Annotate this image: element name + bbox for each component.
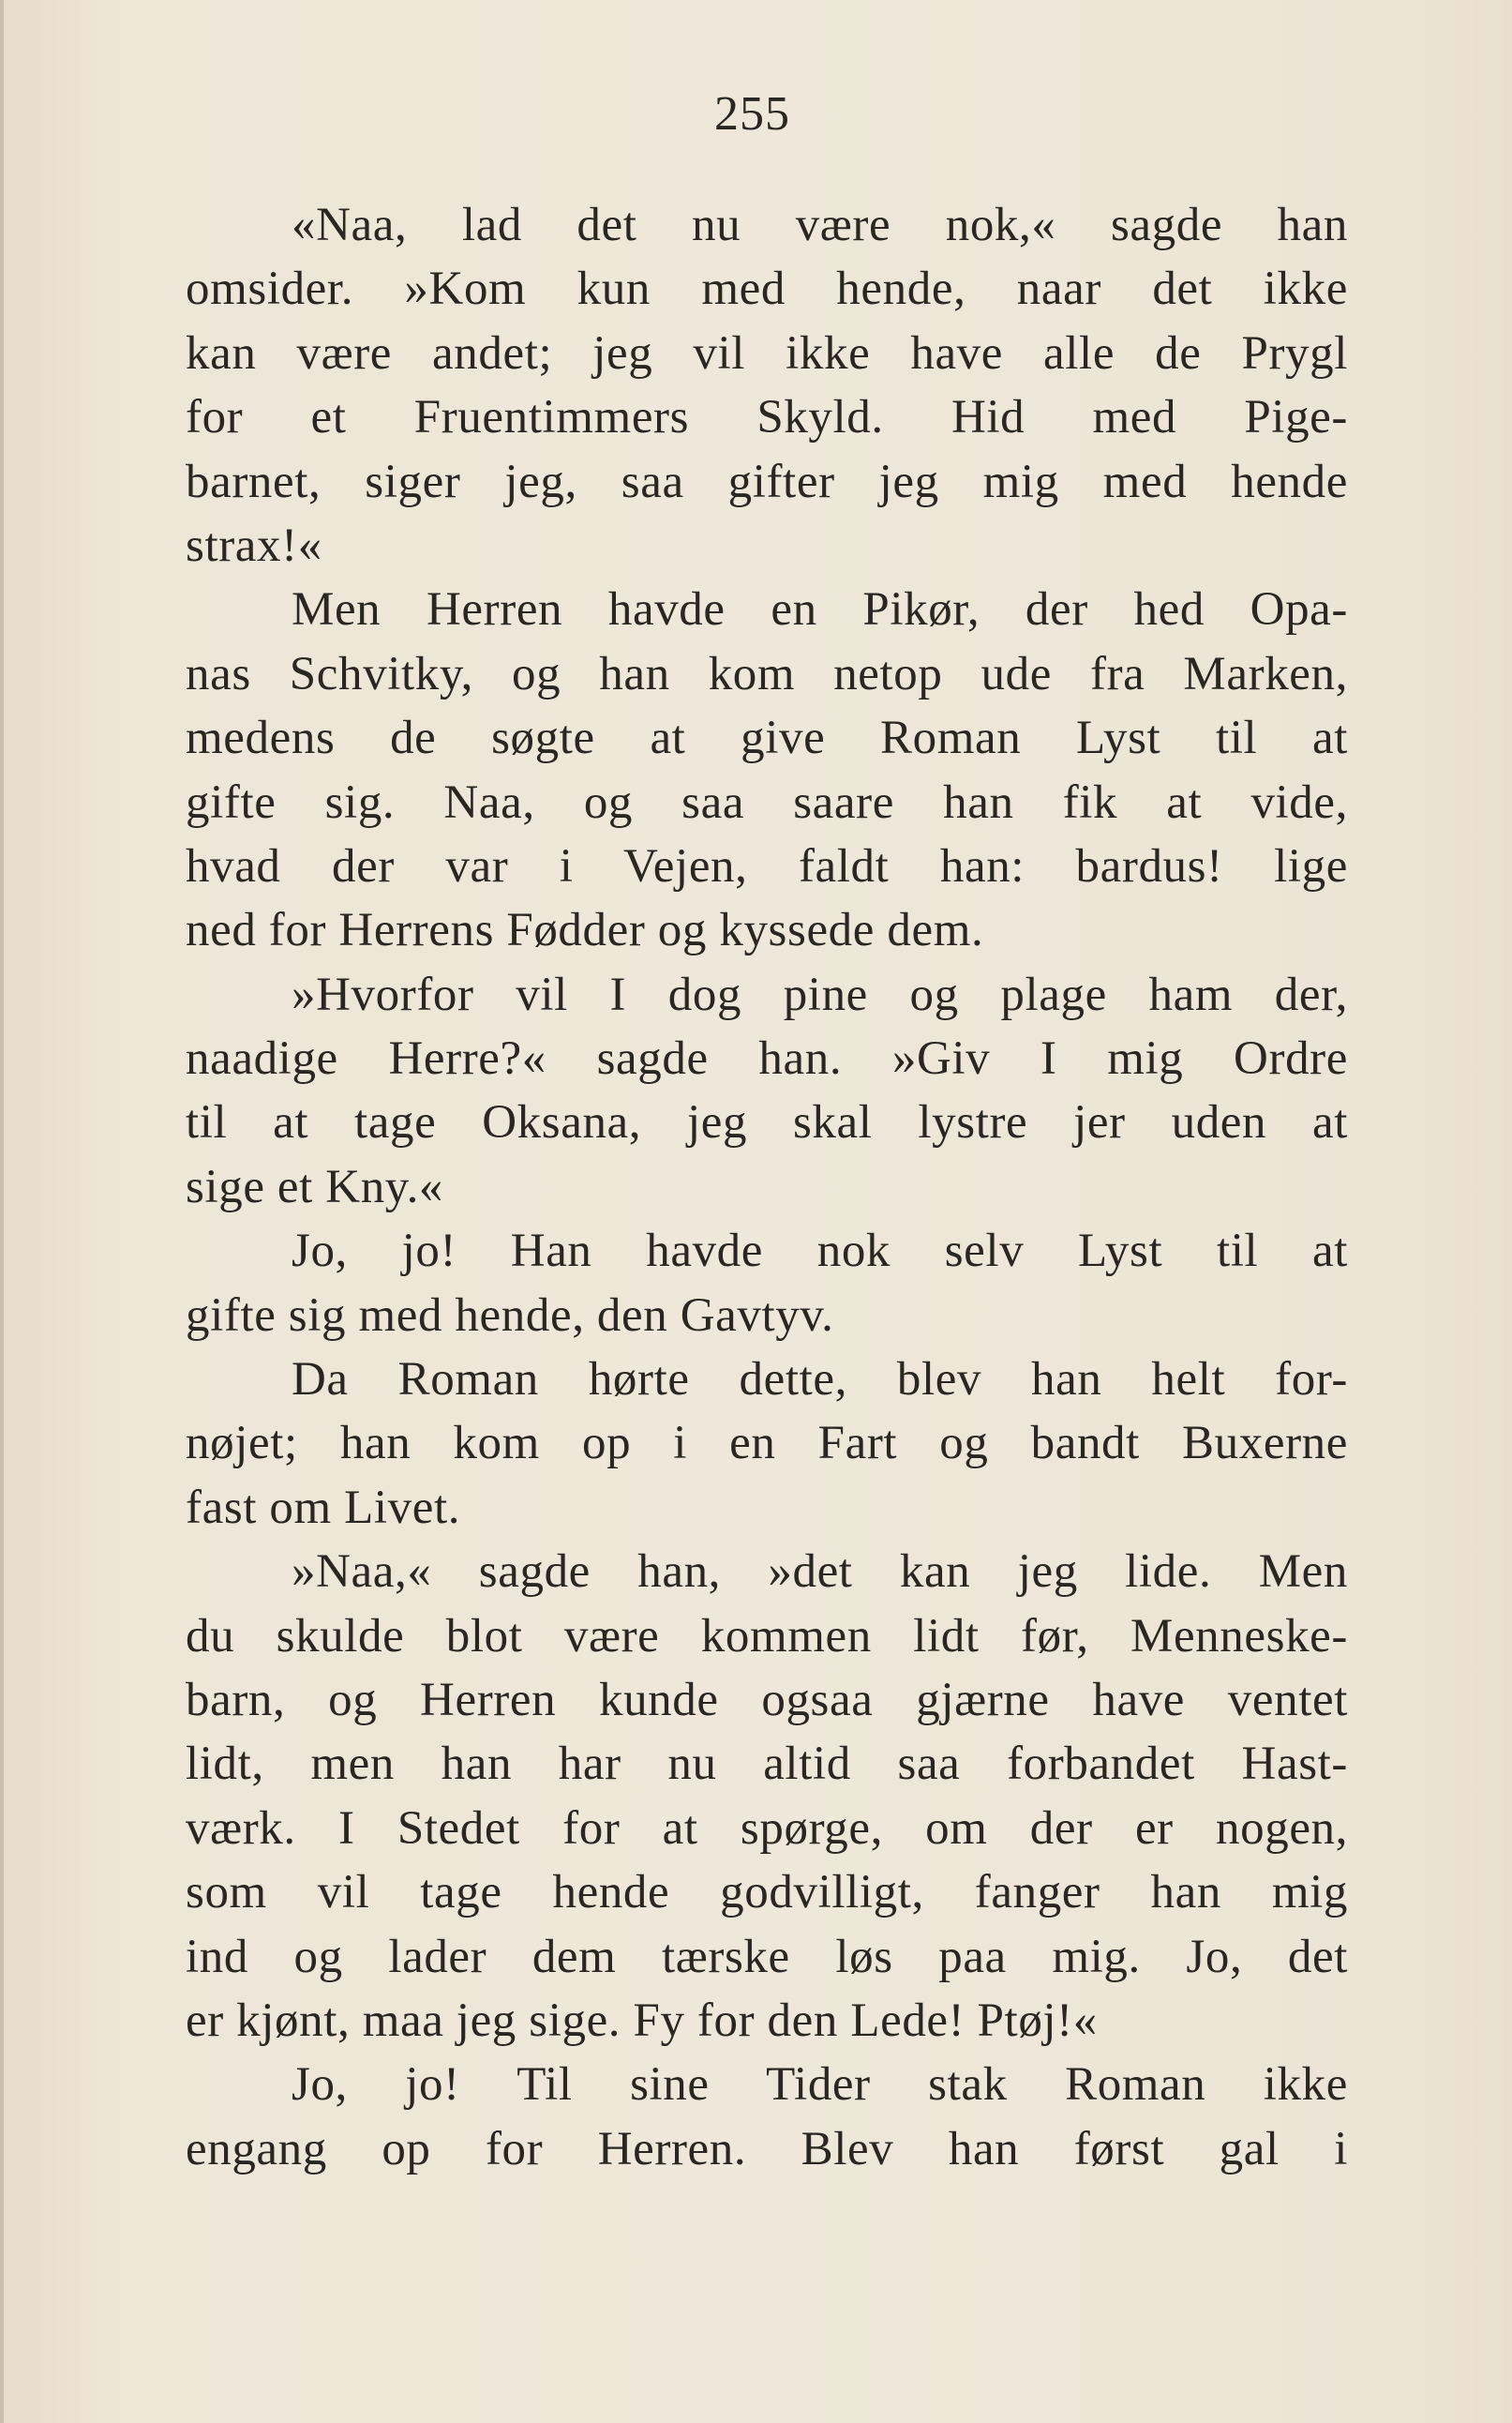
text-line: gifte sig med hende, den Gavtyv. — [186, 1288, 834, 1342]
text-line: strax!« — [186, 519, 322, 572]
text-line: »Hvorfor vil I dog pine og plage ham der, — [292, 968, 1348, 1021]
text-line: nas Schvitky, og han kom netop ude fra Marken, — [186, 647, 1348, 700]
text-line: Men Herren havde en Pikør, der hed Opa- — [292, 583, 1348, 637]
text-line: er kjønt, maa jeg sige. Fy for den Lede! Ptøj!« — [186, 1994, 1098, 2047]
text-line: lidt, men han har nu altid saa forbandet Hast- — [186, 1738, 1348, 1791]
text-line: ned for Herrens Fødder og kyssede dem. — [186, 904, 984, 957]
text-line: nøjet; han kom op i en Fart og bandt Buxerne — [186, 1417, 1348, 1470]
text-line: hvad der var i Vejen, faldt han: bardus! lige — [186, 839, 1348, 893]
text-line: barnet, siger jeg, saa gifter jeg mig med hende — [186, 455, 1348, 508]
text-line: »Naa,« sagde han, »det kan jeg lide. Men — [292, 1545, 1348, 1599]
text-line: du skulde blot være kommen lidt før, Menneske- — [186, 1609, 1348, 1663]
text-line: Da Roman hørte dette, blev han helt for- — [292, 1353, 1348, 1407]
text-line: medens de søgte at give Roman Lyst til at — [186, 712, 1348, 765]
text-line: gifte sig. Naa, og saa saare han fik at vide, — [186, 775, 1348, 829]
text-line: Jo, jo! Til sine Tider stak Roman ikke — [292, 2058, 1348, 2112]
text-line: omsider. »Kom kun med hende, naar det ikke — [186, 263, 1348, 316]
text-line: naadige Herre?« sagde han. »Giv I mig Ordre — [186, 1032, 1348, 1086]
text-line: for et Fruentimmers Skyld. Hid med Pige- — [186, 391, 1348, 444]
text-line: ind og lader dem tærske løs paa mig. Jo, det — [186, 1930, 1348, 1983]
text-line: Jo, jo! Han havde nok selv Lyst til at — [292, 1225, 1348, 1278]
text-line: «Naa, lad det nu være nok,« sagde han — [292, 199, 1348, 251]
text-line: som vil tage hende godvilligt, fanger han mig — [186, 1866, 1348, 1919]
text-line: til at tage Oksana, jeg skal lystre jer uden at — [186, 1096, 1348, 1150]
text-line: barn, og Herren kunde ogsaa gjærne have ventet — [186, 1673, 1348, 1726]
page-number: 255 — [714, 87, 790, 141]
page-edge — [0, 0, 4, 2423]
text-line: sige et Kny.« — [186, 1160, 444, 1213]
text-line: fast om Livet. — [186, 1481, 461, 1534]
text-line: kan være andet; jeg vil ikke have alle de Prygl — [186, 326, 1348, 380]
body-text — [186, 193, 1348, 2181]
text-line: værk. I Stedet for at spørge, om der er nogen, — [186, 1801, 1348, 1855]
text-line: engang op for Herren. Blev han først gal i — [186, 2122, 1348, 2175]
